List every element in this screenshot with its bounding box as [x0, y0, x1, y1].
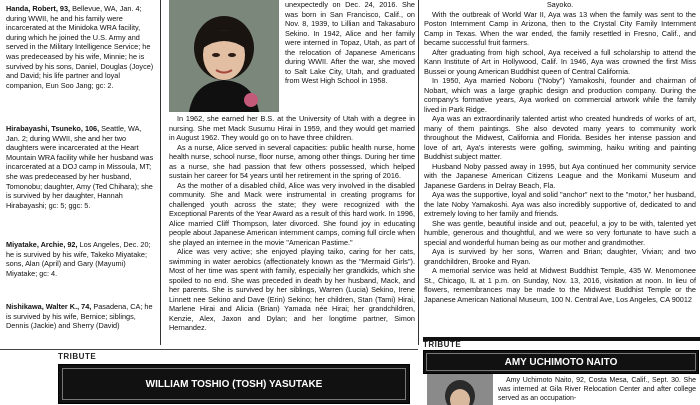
paragraph: She was gentle, beautiful inside and out, peaceful, a joy to be with, talented yet humble, generous and thoughtful, and we were so very fortunate to have such a special and wonderful human being as our mother and grandmother.	[424, 218, 696, 247]
paragraph: unexpectedly on Dec. 24, 2016. She was born in San Francisco, Calif., on Nov. 8, 1939, to Lillian and Takasaburo Sekino. In 1942, Alice and her family were interned in Topaz, Utah, as part of the relocation of Japanese Americans during WWII. After the war, she moved to Salt Lake City, Utah, and graduated from West High School in 1958.	[285, 0, 415, 85]
obituary-name: Hirabayashi, Tsuneko, 106,	[6, 124, 100, 133]
obituary-text: Los Angeles, Dec. 20; he is survived by his wife, Takeko Miyatake; sons, Alan (April) and Gary (Mayumi) Miyatake; gc: 4.	[6, 240, 151, 278]
obituary-alice-intro	[285, 0, 415, 86]
column-divider	[160, 0, 161, 345]
paragraph: Amy Uchimoto Naito, 92, Costa Mesa, Calif., Sept. 30. She was interned at Gila River Relocation Center and after college served as an occupation-	[498, 377, 696, 402]
paragraph: After graduating from high school, Aya received a full scholarship to attend the Kann Institute of Art in Hollywood, Calif. In 1946, Aya was crowned the first Miss Bussei or young American Buddhist queen of Central California.	[424, 47, 696, 76]
obituary-name: Miyatake, Archie, 92,	[6, 240, 78, 249]
paragraph: In 1962, she earned her B.S. at the University of Utah with a degree in nursing. She met Mack Susumu Hirai in 1959, and they would get married in August 1962. They would go on to have three children.	[169, 114, 415, 142]
tribute-title: WILLIAM TOSHIO (TOSH) YASUTAKE	[145, 378, 323, 390]
obituary-miyatake	[6, 240, 156, 278]
obituary-name: Handa, Robert, 93,	[6, 4, 71, 13]
paragraph: With the outbreak of World War II, Aya was 13 when the family was sent to the Poston Internment Camp in Arizona, then to the Crystal City Family Internment Camp in Texas. When the war ended, the family resettled in Fresno, Calif., and became successful fruit farmers.	[424, 9, 696, 47]
column-divider	[418, 0, 419, 345]
tribute-banner-naito	[423, 350, 699, 374]
paragraph: Alice was very active; she enjoyed playing taiko, caring for her cats, swimming in water aerobics (affectionately known as the "Mermaid Girls"). Most of her time was spent with family, especially her grandkids, which she spoiled to no end. She was preceded in death by her husband, Mack, and her parents. She is survived by her siblings, Warren (Lucia) Sekino, Irene Linnett nee Sekino and Dave (Erin) Sekino; her children, Stan (Tami) Hirai, Marlene Hirai and Alicia (Brian) Yamada née Hirai; her grandchildren, Kenzie, Alex, Jaxon and Dylan; and her longtime partner, Simon Hernandez.	[169, 247, 415, 332]
section-rule	[0, 349, 418, 350]
paragraph: Sayoko.	[546, 0, 574, 9]
obituary-hirabayashi	[6, 124, 156, 210]
obituary-text: Bellevue, WA, Jan. 4; during WWII, he and his family were incarcerated at the Minidoka WRA facility, during which he joined the U.S. Army and served in the Military Intelligence Service; he was predeceased by his wife, Minnie; he is survived by his sons, Daniel, Douglas (Joyce) and David; his life partner and loyal companion, Eun Soo Jang; gc: 2.	[6, 4, 154, 90]
paragraph: As the mother of a disabled child, Alice was very involved in the disabled community. She and Mack were instrumental in creating programs for challenged youth across the state; they were recognized with the Exceptional Parents of the Year Award as a result of this hard work. In 1996, Alice married Cliff Thompson, later divorced. She found joy in educating people about Japanese American internment camps, coming full circle when she played an internee in the movie "American Pastime."	[169, 180, 415, 247]
tribute-title: AMY UCHIMOTO NAITO	[504, 356, 618, 368]
paragraph: Husband Noby passed away in 1995, but Aya continued her community service with the Japanese American Citizens League and the Morikami Museum and Japanese Gardens in Delray Beach, Fla.	[424, 161, 696, 190]
obituary-text: Pasadena, CA; he is survived by his wife, Bernice; siblings, Dennis (Jackie) and Sherry (David)	[6, 302, 153, 331]
tribute-banner-yasutake	[58, 364, 410, 404]
obituary-naito	[498, 376, 696, 403]
paragraph: Aya is survived by her sons, Warren and Brian; daughter, Vivian; and two grandchildren, Brooke and Ryan.	[424, 247, 696, 266]
obituary-column	[0, 0, 157, 405]
obituary-handa	[6, 4, 156, 90]
portrait-photo	[427, 374, 493, 405]
tribute-label: TRIBUTE	[423, 340, 462, 349]
obituary-alice-body	[169, 114, 415, 333]
tribute-label: TRIBUTE	[58, 352, 97, 361]
paragraph: As a nurse, Alice served in several capacities: public health nurse, home health nurse, school nurse, floor nurse, among other things. During her time as a nurse, she had passion that few others possessed, which helped sustain her career for 54 years until her retirement in the spring of 2016.	[169, 142, 415, 180]
obituary-name: Nishikawa, Walter K., 74,	[6, 302, 92, 311]
paragraph: A memorial service was held at Midwest Buddhist Temple, 435 W. Menomonee St., Chicago, IL at 1 p.m. on Sunday, Nov. 13, 2016, visitation at noon. In lieu of flowers, remembrances may be made to the Midwest Buddhist Temple or the Japanese American National Museum, 100 N. Central Ave, Los Angeles, CA 90012	[424, 266, 696, 304]
obituary-aya	[424, 0, 696, 304]
portrait-photo	[169, 0, 279, 112]
section-rule	[423, 337, 700, 341]
paragraph: Aya was an extraordinarily talented artist who created hundreds of works of art, many of them paintings. She also devoted many years to community work throughout the Midwest, California and Florida. Besides her intense passion and love of art, Aya's interests were golfing, swimming, haiku writing and painting Buddhist subject matter.	[424, 114, 696, 161]
paragraph: In 1950, Aya married Noboru ("Noby") Yamakoshi, founder and chairman of Nobart, which was a large graphic design and production company. During the company's formative years, Aya worked on commercial artwork while the family lived in Park Ridge.	[424, 76, 696, 114]
obituary-text: Seattle, WA, Jan. 2; during WWII, she and her two daughters were incarcerated at the Heart Mountain WRA facility while her husband was incarcerated at a DOJ camp in Missoula, MT; she was predeceased by her husband, Tomonobu; daughter, Amy (Ted Chihara); she is survived by her daughter, Hannah Hirabayashi; gc: 5; ggc: 5.	[6, 124, 154, 210]
obituary-nishikawa	[6, 302, 156, 331]
paragraph: Aya was the supportive, loyal and solid "anchor" next to the "motor," her husband, the late Noby Yamakoshi. Aya was also incredibly supportive of, dedicated to and extremely loving to her family and friends.	[424, 190, 696, 218]
